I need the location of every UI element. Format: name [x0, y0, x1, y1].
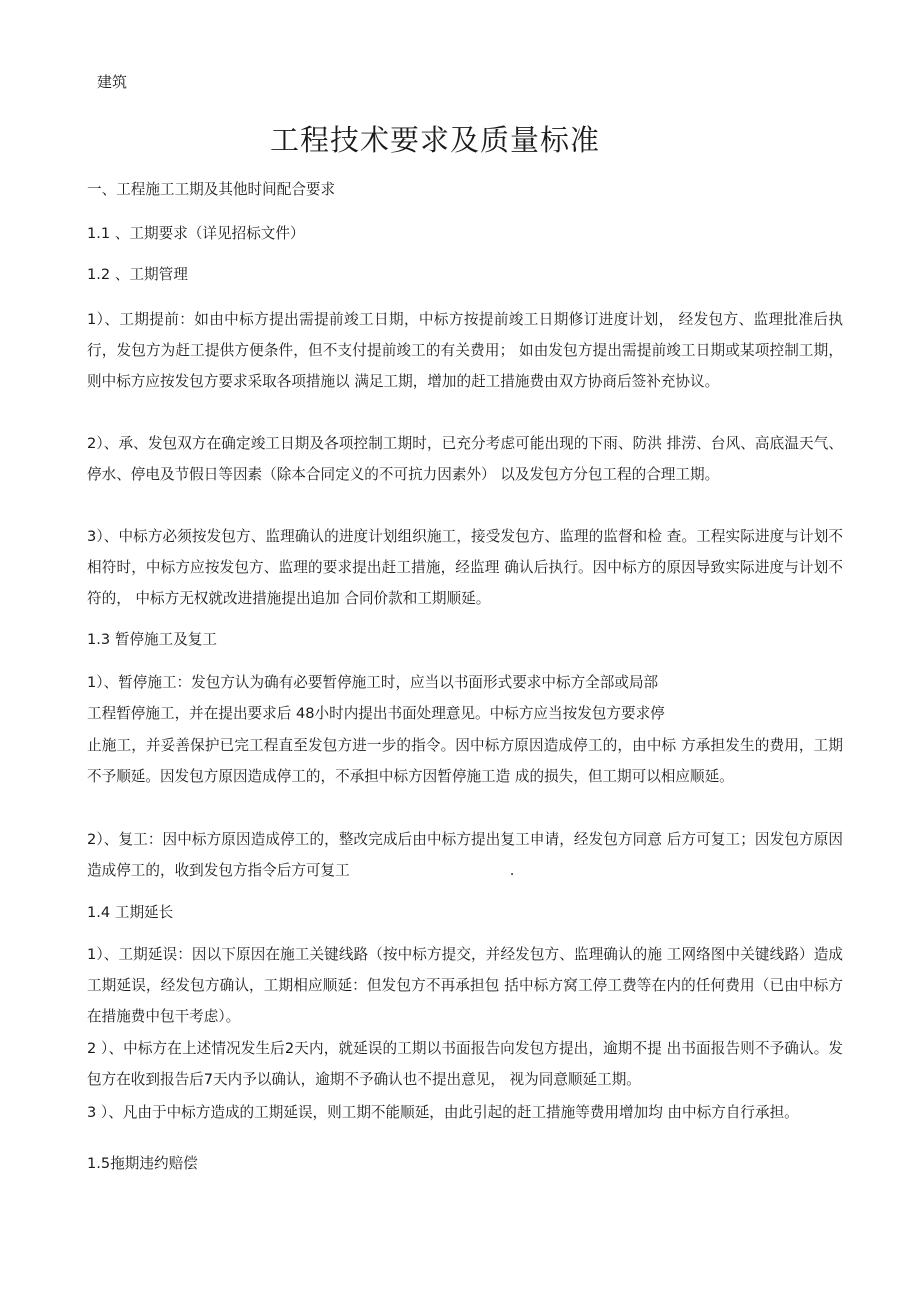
subsection-heading-1-2: 1.2 、工期管理: [87, 266, 188, 283]
paragraph-1-3-2-end: .: [509, 862, 515, 879]
paragraph-1-3-1-line-1: 1）、暂停施工：发包方认为确有必要暂停施工时，应当以书面形式要求中标方全部或局部: [87, 674, 659, 691]
section-heading-1: 一、工程施工工期及其他时间配合要求: [87, 181, 336, 198]
paragraph-1-3-1-line-2: 工程暂停施工，并在提出要求后 48小时内提出书面处理意见。中标方应当按发包方要求停: [87, 705, 665, 722]
document-title: 工程技术要求及质量标准: [269, 123, 600, 157]
paragraph-1-3-1-rest: 止施工，并妥善保护已完工程直至发包方进一步的指令。因中标方原因造成停工的，由中标 方承担发生的费用，工期不予顺延。因发包方原因造成停工的，不承担中标方因暂停施工造 成的损失，但工期可以相应顺延。: [87, 737, 843, 785]
paragraph-1-4-1: 1）、工期延误：因以下原因在施工关键线路（按中标方提交，并经发包方、监理确认的施 工网络图中关键线路）造成工期延误，经发包方确认，工期相应顺延：但发包方不再承担包 括中标方窝工停工费等在内的任何费用（已由中标方在措施费中包干考虑）。: [87, 946, 843, 1025]
subsection-heading-1-3: 1.3 暂停施工及复工: [87, 631, 218, 648]
paragraph-1-3-2: [87, 824, 843, 886]
paragraph-1-4-3: 3 ）、凡由于中标方造成的工期延误，则工期不能顺延，由此引起的赶工措施等费用增加均 由中标方自行承担。: [87, 1104, 799, 1121]
paragraph-1-2-3: 3）、中标方必须按发包方、监理确认的进度计划组织施工，接受发包方、监理的监督和检 查。工程实际进度与计划不相符时，中标方应按发包方、监理的要求提出赶工措施，经监理 确认后执行。因中标方的原因导致实际进度与计划不符的， 中标方无权就改进措施提出追加 合同价款和工期顺延。: [87, 528, 843, 607]
subsection-heading-1-5: 1.5拖期违约赔偿: [87, 1155, 198, 1172]
paragraph-1-2-2: 2）、承、发包双方在确定竣工日期及各项控制工期时，已充分考虑可能出现的下雨、防洪 排涝、台风、高底温天气、停水、停电及节假日等因素（除本合同定义的不可抗力因素外） 以及发包方分包工程的合理工期。: [87, 435, 843, 483]
paragraph-1-2-1: 1）、工期提前：如由中标方提出需提前竣工日期，中标方按提前竣工日期修订进度计划， 经发包方、监理批准后执行，发包方为赶工提供方便条件，但不支付提前竣工的有关费用； 如由发包方提出需提前竣工日期或某项控制工期， 则中标方应按发包方要求采取各项措施以 满足工期，增加的赶工措施费由双方协商后签补充协议。: [87, 311, 843, 390]
paragraph-1-4-2: 2 ）、中标方在上述情况发生后2天内，就延误的工期以书面报告向发包方提出，逾期不提 出书面报告则不予确认。发包方在收到报告后7天内予以确认，逾期不予确认也不提出意见， 视为同意顺延工期。: [87, 1040, 843, 1088]
subsection-heading-1-4: 1.4 工期延长: [87, 904, 174, 921]
paragraph-1-3-2-text: 2）、复工：因中标方原因造成停工的，整改完成后由中标方提出复工申请，经发包方同意 后方可复工；因发包方原因造成停工的，收到发包方指令后方可复工: [87, 831, 843, 879]
subsection-heading-1-1: 1.1 、工期要求（详见招标文件）: [87, 225, 305, 242]
header-label: 建筑: [97, 73, 128, 91]
